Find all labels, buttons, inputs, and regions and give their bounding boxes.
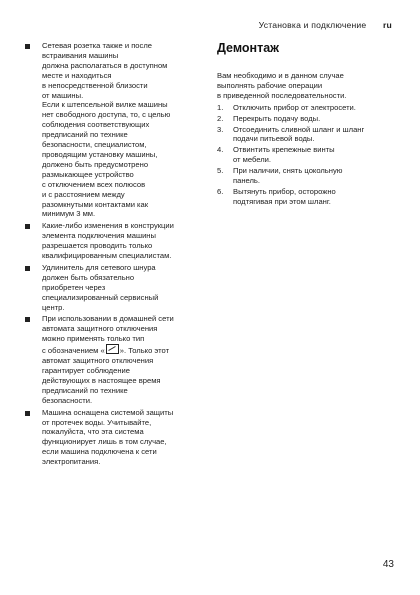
safety-bullet-list — [24, 41, 206, 467]
step-number: 3. — [217, 124, 224, 134]
rcd-text-after: ». Только этот автомат защитного отключения гарантирует соблюдение действующих в настоящее время предписаний по технике безопасности. — [42, 346, 170, 405]
rcd-text-before: При использовании в домашней сети автомата защитного отключения можно применять только тип с обозначением « — [42, 314, 174, 356]
step-text: Перекрыть подачу воды. — [233, 113, 321, 123]
square-bullet-icon — [25, 411, 30, 416]
square-bullet-icon — [25, 44, 30, 49]
dismantle-intro: Вам необходимо и в данном случае выполнять рабочие операции в приведенной последовательности. — [217, 71, 347, 100]
rcd-symbol-icon — [106, 344, 119, 354]
step-text: Отсоединить сливной шланг и шланг подачи питьевой воды. — [233, 124, 365, 144]
square-bullet-icon — [25, 266, 30, 271]
step-number: 2. — [217, 113, 224, 123]
step-text: Отвинтить крепежные винты от мебели. — [233, 145, 335, 165]
bullet-text: Машина оснащена системой защиты от протечек воды. Учитывайте, пожалуйста, что эта система функционирует лишь в том случае, если машина подключена к сети электропитания. — [42, 407, 174, 467]
step-text: При наличии, снять цокольную панель. — [233, 166, 343, 186]
step-number: 5. — [217, 166, 224, 176]
page-header — [259, 20, 392, 30]
step-text: Отключить прибор от электросети. — [233, 102, 356, 112]
section-name: Установка и подключение — [258, 20, 367, 30]
step-item — [217, 187, 397, 207]
bullet-text: Удлинитель для сетевого шнура должен быть обязательно приобретен через специализированный сервисный центр. — [42, 262, 159, 312]
page-number: 43 — [382, 559, 394, 570]
bullet-text: Какие-либо изменения в конструкции элемента подключения машины разрешается проводить только квалифицированным специалистам. — [42, 221, 174, 261]
list-item — [24, 408, 206, 467]
step-number: 6. — [217, 186, 224, 196]
bullet-text: Сетевая розетка также и после встраивания машины должна располагаться в доступном месте и находиться в непосредственной близости от машины. Если к штепсельной вилке машины нет свободного доступа, то, с целью соблюдения соответствующих предписаний по технике безопасности, специалистом, проводящим установку машины, должено быть предусмотрено размыкающее устройство с отключением всех полюсов и с расстоянием между разомкнутыми контактами как минимум 3 мм. — [42, 41, 171, 219]
step-number: 1. — [217, 102, 224, 112]
language-code: ru — [383, 20, 392, 30]
step-text: Вытянуть прибор, осторожно подтягивая при этом шланг. — [233, 186, 336, 206]
square-bullet-icon — [25, 224, 30, 229]
dismantle-steps — [217, 103, 397, 207]
square-bullet-icon — [25, 317, 30, 322]
step-number: 4. — [217, 145, 224, 155]
step-item — [217, 114, 397, 124]
step-item — [217, 166, 397, 186]
dismantle-heading: Демонтаж — [217, 41, 280, 55]
step-item — [217, 103, 397, 113]
left-column — [24, 41, 206, 469]
list-item — [24, 41, 206, 219]
list-item — [24, 221, 206, 261]
right-column — [217, 41, 397, 208]
step-item — [217, 145, 397, 165]
list-item — [24, 263, 206, 313]
list-item — [24, 314, 206, 405]
step-item — [217, 125, 397, 145]
bullet-text-rcd — [42, 314, 206, 405]
